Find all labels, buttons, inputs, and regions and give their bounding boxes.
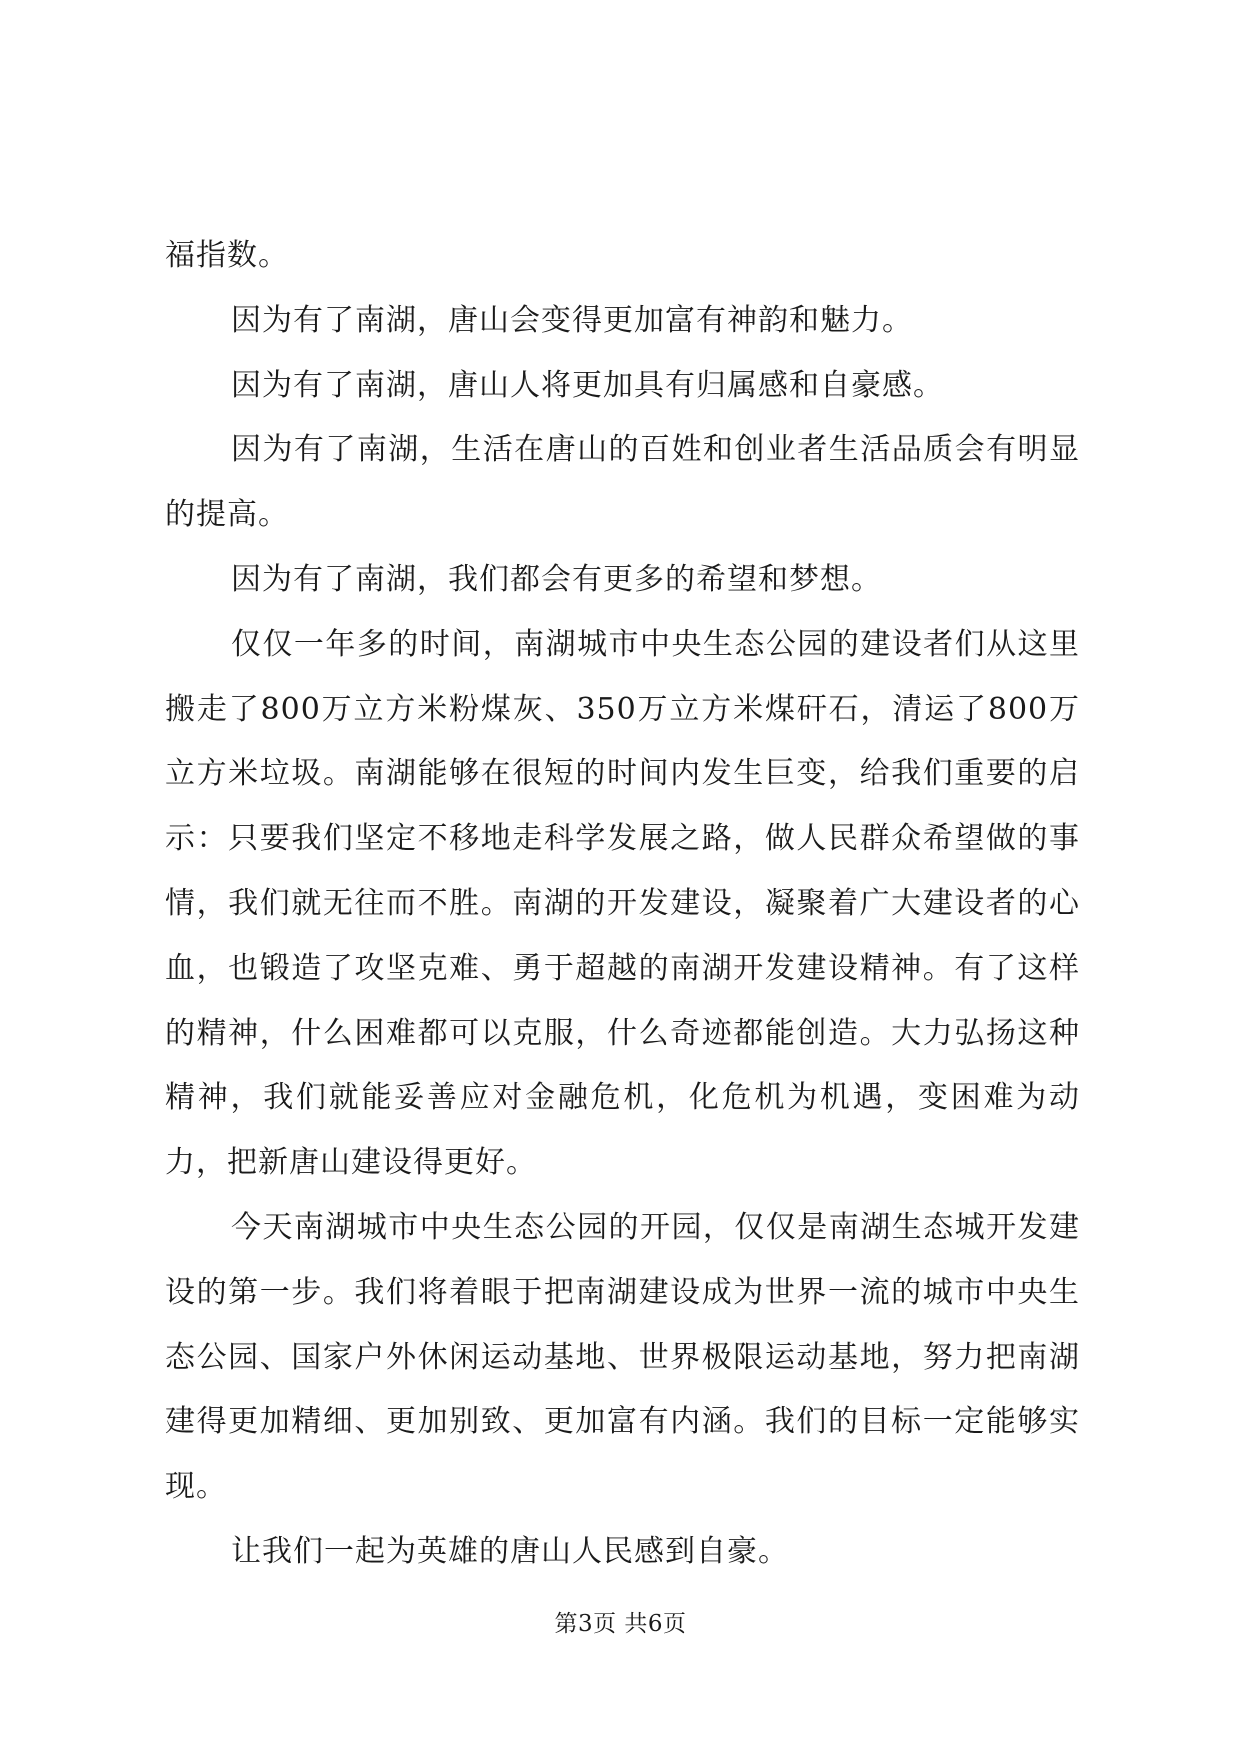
- paragraph-8: 让我们一起为英雄的唐山人民感到自豪。: [231, 1533, 789, 1569]
- page-number-footer: 第3页 共6页: [554, 1611, 687, 1637]
- paragraph-3: 因为有了南湖，唐山人将更加具有归属感和自豪感。: [231, 367, 944, 403]
- paragraph-7: 今天南湖城市中央生态公园的开园，仅仅是南湖生态城开发建设的第一步。我们将着眼于把南湖建设成为世界一流的城市中央生态公园、国家户外休闲运动基地、世界极限运动基地，努力把南湖建得更加精细、更加别致、更加富有内涵。我们的目标一定能够实现。: [165, 1209, 1080, 1505]
- document-body: [165, 224, 1080, 1585]
- paragraph-1: 福指数。: [165, 238, 289, 273]
- paragraph-5: 因为有了南湖，我们都会有更多的希望和梦想。: [231, 561, 882, 597]
- paragraph-4: 因为有了南湖，生活在唐山的百姓和创业者生活品质会有明显的提高。: [165, 432, 1080, 533]
- paragraph-6: 仅仅一年多的时间，南湖城市中央生态公园的建设者们从这里搬走了800万立方米粉煤灰、350万立方米煤矸石，清运了800万立方米垃圾。南湖能够在很短的时间内发生巨变，给我们重要的启示：只要我们坚定不移地走科学发展之路，做人民群众希望做的事情，我们就无往而不胜。南湖的开发建设，凝聚着广大建设者的心血，也锻造了攻坚克难、勇于超越的南湖开发建设精神。有了这样的精神，什么困难都可以克服，什么奇迹都能创造。大力弘扬这种精神，我们就能妥善应对金融危机，化危机为机遇，变困难为动力，把新唐山建设得更好。: [165, 626, 1080, 1181]
- paragraph-2: 因为有了南湖，唐山会变得更加富有神韵和魅力。: [231, 302, 913, 338]
